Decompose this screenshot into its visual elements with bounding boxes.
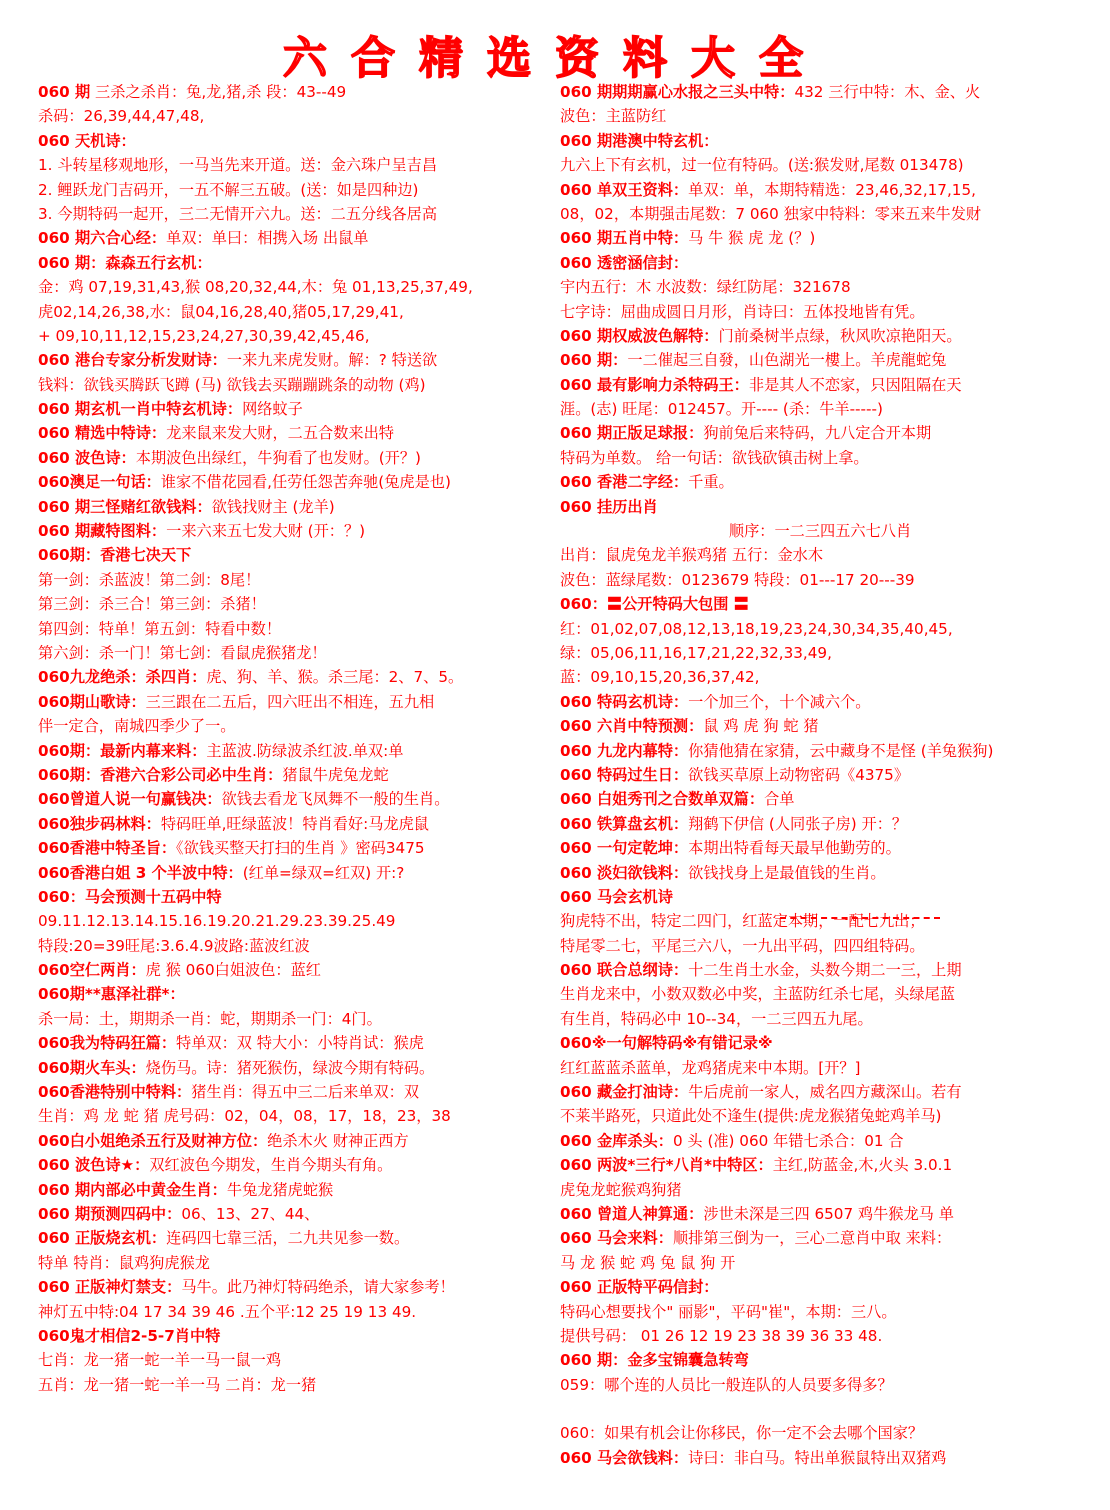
right-line: [560, 1080, 1080, 1104]
line-text: (红单=绿双=红双) 开:?: [242, 863, 405, 882]
line-heading: 060 透密涵信封：: [560, 253, 689, 272]
right-line: [560, 568, 1080, 592]
right-line: [560, 275, 1080, 299]
right-line: [560, 519, 1080, 543]
right-line: [560, 226, 1080, 250]
line-text: 千重。: [688, 473, 734, 492]
left-line: [38, 885, 562, 909]
line-heading: 060期：最新内幕来料：: [38, 741, 207, 760]
line-heading: 060 铁算盘玄机：: [560, 814, 689, 833]
left-line: [38, 275, 562, 299]
line-heading: 060 港台专家分析发财诗：: [38, 351, 227, 370]
line-text: 绝杀木火 财神正西方: [267, 1131, 409, 1150]
left-line: [38, 1153, 562, 1177]
line-heading: 060 期藏特图料：: [38, 522, 167, 541]
right-line: [560, 1104, 1080, 1128]
right-line: [560, 1007, 1080, 1031]
line-heading: 060 六肖中特预测：: [560, 717, 704, 736]
line-text: 09.11.12.13.14.15.16.19.20.21.29.23.39.25.49: [38, 912, 396, 931]
left-line: [38, 373, 562, 397]
line-heading: 060 挂历出肖: [560, 497, 658, 516]
line-text: 特尾零二七，平尾三六八，一九出平码，四四组特码。: [560, 936, 925, 955]
right-line: [560, 421, 1080, 445]
right-line: [560, 1031, 1080, 1055]
line-text: 一来六来五七发大财 (开：？): [166, 522, 366, 541]
line-heading: 060 特码过生日：: [560, 765, 689, 784]
left-line: [38, 909, 562, 933]
line-text: 不莱半路死，只道此处不逢生(提供:虎龙猴猪兔蛇鸡羊马): [560, 1107, 942, 1126]
right-line: [560, 1397, 1080, 1421]
line-heading: 060我为特码狂篇：: [38, 1034, 177, 1053]
left-line: [38, 592, 562, 616]
line-text: 七肖：龙一猪一蛇一羊一马一鼠一鸡: [38, 1351, 281, 1370]
left-line: [38, 1300, 562, 1324]
left-line: [38, 1251, 562, 1275]
line-text: 主红,防蓝金,木,火头 3.0.1: [772, 1156, 953, 1175]
line-heading: 060香港特别中特料：: [38, 1083, 192, 1102]
line-text: 欲钱买草原上动物密码《4375》: [688, 765, 910, 784]
line-text: 0 头 (准) 060 年错七杀合：01 合: [672, 1131, 904, 1150]
right-line: [560, 470, 1080, 494]
line-text: 2. 鲤跃龙门吉码开，一五不解三五破。(送：如是四种边): [38, 180, 419, 199]
line-text: 特码心想要找个" 丽影"，平码"崔"，本期：三八。: [560, 1302, 897, 1321]
line-text: + 09,10,11,12,15,23,24,27,30,39,42,45,46,: [38, 326, 370, 345]
line-text: 特码旺单,旺绿蓝波！特肖看好:马龙虎鼠: [160, 814, 429, 833]
line-heading: 060 期正版足球报：: [560, 424, 704, 443]
line-text: 一二催起三自發，山色湖光一樓上。羊虎龍蛇兔: [627, 351, 947, 370]
line-heading: 060 最有影响力杀特码王：: [560, 375, 749, 394]
left-line: [38, 934, 562, 958]
line-heading: 060 期：金多宝锦囊急转弯: [560, 1351, 749, 1370]
line-text: 红：01,02,07,08,12,13,18,19,23,24,30,34,35,40,45,: [560, 619, 953, 638]
line-heading: 060 马会欲钱料：: [560, 1448, 689, 1467]
left-line: [38, 324, 562, 348]
line-text: 钱料：欲钱买腾跃飞蹲 (马) 欲钱去买蹦蹦跳条的动物 (鸡): [38, 375, 426, 394]
line-text: 一来九来虎发财。解：? 特送欲: [226, 351, 438, 370]
left-line: [38, 568, 562, 592]
right-line: [560, 495, 1080, 519]
line-heading: 060：马会预测十五码中特: [38, 887, 222, 906]
right-line: [560, 104, 1080, 128]
line-text: 特单 特肖：鼠鸡狗虎猴龙: [38, 1253, 210, 1272]
line-heading: 060期**惠泽社群*：: [38, 985, 185, 1004]
line-heading: 060 两波*三行*八肖*中特区：: [560, 1156, 773, 1175]
line-text: 第三剑：杀三合！第三剑：杀猪！: [38, 595, 266, 614]
right-line: [560, 763, 1080, 787]
left-line: [38, 1056, 562, 1080]
line-text: 翔鹤下伊信 (人同张子房) 开：？: [688, 814, 908, 833]
line-text: 虎、狗、羊、猴。杀三尾：2、7、5。: [206, 668, 464, 687]
left-line: [38, 958, 562, 982]
right-line: [560, 1226, 1080, 1250]
line-text: 顺序：一二三四五六七八肖: [728, 522, 912, 541]
right-line: [560, 1251, 1080, 1275]
line-text: 3. 今期特码一起开，三二无情开六九。送：二五分线各居高: [38, 204, 438, 223]
line-text: 你猜他猜在家猜，云中藏身不是怪 (羊兔猴狗): [688, 741, 994, 760]
line-heading: 060 单双王资料：: [560, 180, 689, 199]
right-line: [560, 909, 1080, 933]
right-line: [560, 958, 1080, 982]
line-text: 蓝：09,10,15,20,36,37,42,: [560, 668, 760, 687]
line-heading: 060 金库杀头：: [560, 1131, 673, 1150]
line-heading: 060 白姐秀刊之合数单双篇：: [560, 790, 765, 809]
left-line: [38, 1275, 562, 1299]
right-line: [560, 861, 1080, 885]
line-text: 《欲钱买整天打扫的生肖 》密码3475: [176, 839, 425, 858]
line-text: 三杀之杀肖：兔,龙,猪,杀 段：43--49: [90, 83, 347, 101]
right-line: [560, 812, 1080, 836]
left-line: [38, 739, 562, 763]
line-heading: 060 香港二字经：: [560, 473, 689, 492]
line-text: 特码为单数。 给一句话：欲钱砍镇击树上拿。: [560, 448, 869, 467]
line-text: 杀一局：土，期期杀一肖：蛇，期期杀一门：4门。: [38, 1009, 382, 1028]
right-line: [560, 982, 1080, 1006]
page-title: 六合精选资料大全: [283, 33, 827, 84]
left-line: [38, 1104, 562, 1128]
line-text: 第六剑：杀一门！第七剑：看鼠虎猴猪龙！: [38, 643, 327, 662]
line-text: 鼠 鸡 虎 狗 蛇 猪: [703, 717, 819, 736]
right-line: [560, 153, 1080, 177]
line-text: 06、13、27、44、: [181, 1204, 320, 1223]
line-text: 08，02，本期强击尾数：7 060 独家中特料：零来五来牛发财: [560, 204, 982, 223]
line-heading: 060 期港澳中特玄机：: [560, 131, 719, 150]
line-heading: 060 正版神灯禁支：: [38, 1278, 182, 1297]
left-line: [38, 421, 562, 445]
right-line: [560, 787, 1080, 811]
line-heading: 060 联合总纲诗：: [560, 961, 689, 980]
line-heading: 060 期五肖中特：: [560, 229, 689, 248]
line-text: 烧伤马。诗：猪死猴伤，绿波今期有特码。: [145, 1058, 435, 1077]
line-heading: 060 一句定乾坤：: [560, 839, 689, 858]
left-line: [38, 153, 562, 177]
left-line: [38, 470, 562, 494]
right-line: [560, 1056, 1080, 1080]
right-line: [560, 617, 1080, 641]
line-text: 连码四七靠三活，二九共见参一数。: [166, 1229, 410, 1248]
line-text: 顺排第三倒为一，三心二意肖中取 来料：: [672, 1229, 952, 1248]
line-text: 生肖龙来中，小数双数必中奖，主蓝防红杀七尾，头绿尾蓝: [560, 985, 955, 1004]
line-text: 诗曰：非白马。特出单猴鼠特出双猪鸡: [688, 1448, 947, 1467]
line-heading: 060 期三怪赌红欲钱料：: [38, 497, 212, 516]
line-text: 九六上下有玄机，过一位有特码。(送:猴发财,尾数 013478): [560, 156, 964, 175]
line-heading: 060：〓公开特码大包围 〓: [560, 595, 749, 614]
line-text: 马牛。此乃神灯特码绝杀，请大家参考！: [181, 1278, 455, 1297]
left-line: [38, 690, 562, 714]
line-heading: 060 特码玄机诗：: [560, 692, 689, 711]
line-text: 金：鸡 07,19,31,43,猴 08,20,32,44,木：兔 01,13,25,37,49,: [38, 278, 473, 297]
line-heading: 060 期：: [560, 351, 628, 370]
line-text: 牛兔龙猪虎蛇猴: [226, 1180, 334, 1199]
line-text: 涯。(志) 旺尾：012457。开---- (杀：牛羊-----): [560, 400, 883, 419]
left-line: [38, 641, 562, 665]
right-line: [560, 690, 1080, 714]
right-line: [560, 80, 1080, 104]
line-heading: 060空仁两肖：: [38, 961, 146, 980]
left-line: [38, 300, 562, 324]
right-line: [560, 665, 1080, 689]
line-text: 合单: [764, 790, 795, 809]
right-line: [560, 1373, 1080, 1397]
left-line: [38, 1373, 562, 1397]
line-heading: 060 正版烧玄机：: [38, 1229, 167, 1248]
left-line: [38, 104, 562, 128]
line-text: 龙来鼠来发大财，二五合数来出特: [166, 424, 394, 443]
right-line: [560, 202, 1080, 226]
left-line: [38, 226, 562, 250]
line-text: 059：哪个连的人员比一般连队的人员要多得多？: [560, 1375, 893, 1394]
line-heading: 060※一句解特码※有错记录※: [560, 1034, 773, 1053]
left-line: [38, 787, 562, 811]
left-line: [38, 1129, 562, 1153]
right-line: [560, 1446, 1080, 1470]
right-line: [560, 373, 1080, 397]
line-text: 特单双：双 特大小：小特肖试：猴虎: [176, 1034, 424, 1053]
left-line: [38, 617, 562, 641]
line-text: 单双：单，本期特精选：23,46,32,17,15,: [688, 180, 976, 199]
right-line: [560, 1300, 1080, 1324]
left-line: [38, 1178, 562, 1202]
line-text: 出肖：鼠虎兔龙羊猴鸡猪 五行：金水木: [560, 546, 824, 565]
line-heading: 060期火车头：: [38, 1058, 146, 1077]
right-line: [560, 1324, 1080, 1348]
line-text: 欲钱找财主 (龙羊): [211, 497, 335, 516]
line-text: 猪鼠牛虎兔龙蛇: [282, 765, 389, 784]
line-heading: 060独步码林料：: [38, 814, 161, 833]
left-line: [38, 519, 562, 543]
line-text: 本期出特看每天最早他勤劳的。: [688, 839, 901, 858]
left-column: [38, 80, 562, 1397]
left-line: [38, 1226, 562, 1250]
line-text: 第四剑：特单！第五剑：特看中数！: [38, 619, 281, 638]
line-text: 虎 猴 060白姐波色：蓝红: [145, 961, 321, 980]
line-heading: 060曾道人说一句赢钱决：: [38, 790, 222, 809]
line-text: 1. 斗转星移观地形，一马当先来开道。送：金六珠户呈吉昌: [38, 156, 438, 175]
left-line: [38, 836, 562, 860]
left-line: [38, 348, 562, 372]
line-text: 虎02,14,26,38,水：鼠04,16,28,40,猪05,17,29,41,: [38, 302, 404, 321]
line-heading: 060期：香港七决天下: [38, 546, 192, 565]
line-text: 波色：蓝绿尾数：0123679 特段：01---17 20---39: [560, 570, 915, 589]
right-line: [560, 1421, 1080, 1445]
line-text: 有生肖，特码必中 10--34，一二三四五九尾。: [560, 1009, 873, 1028]
line-text: 涉世未深是三四 6507 鸡牛猴龙马 单: [703, 1204, 954, 1223]
line-heading: 060 期玄机一肖中特玄机诗：: [38, 400, 243, 419]
right-line: [560, 1348, 1080, 1372]
left-line: [38, 1348, 562, 1372]
left-line: [38, 543, 562, 567]
left-line: [38, 80, 562, 104]
line-text: 谁家不借花园看,任劳任怨苦奔驰(兔虎是也): [160, 473, 451, 492]
line-text: 本期波色出绿红，牛狗看了也发财。(开？): [135, 448, 421, 467]
line-text: 狗虎特不出，特定二四门，红蓝定本期，一配七九出；: [560, 912, 925, 931]
left-line: [38, 861, 562, 885]
right-line: [560, 885, 1080, 909]
line-heading: 060鬼才相信2-5-7肖中特: [38, 1326, 221, 1345]
right-line: [560, 251, 1080, 275]
right-column: [560, 80, 1080, 1470]
line-text: 七字诗：屈曲成圆日月形，肖诗曰：五体投地皆有凭。: [560, 302, 925, 321]
line-heading: 060 马会来料：: [560, 1229, 673, 1248]
line-text: 门前桑树半点绿，秋风吹凉艳阳天。: [718, 326, 962, 345]
right-line: [560, 934, 1080, 958]
line-heading: 060 期权威波色解特：: [560, 326, 719, 345]
line-text: 红红蓝蓝杀蓝单，龙鸡猪虎来中本期。[开？]: [560, 1058, 861, 1077]
line-text: 马 龙 猴 蛇 鸡 兔 鼠 狗 开: [560, 1253, 736, 1272]
line-text: 432 三行中特：木、金、火: [794, 83, 981, 101]
right-line: [560, 836, 1080, 860]
line-text: 欲钱去看龙飞凤舞不一般的生肖。: [221, 790, 450, 809]
right-line: [560, 129, 1080, 153]
line-heading: 060 波色诗：: [38, 448, 136, 467]
left-line: [38, 1080, 562, 1104]
left-line: [38, 495, 562, 519]
line-heading: 060 九龙内幕特：: [560, 741, 689, 760]
left-line: [38, 665, 562, 689]
line-text: 生肖：鸡 龙 蛇 猪 虎号码：02，04，08，17，18，23，38: [38, 1107, 451, 1126]
line-text: 060：如果有机会让你移民，你一定不会去哪个国家？: [560, 1424, 924, 1443]
line-text: 神灯五中特:04 17 34 39 46 .五个平:12 25 19 13 49.: [38, 1302, 417, 1321]
line-text: 波色：主蓝防红: [560, 107, 667, 126]
right-line: [560, 1129, 1080, 1153]
line-heading: 060 波色诗★：: [38, 1156, 150, 1175]
line-text: 宇内五行：木 水波数：绿红防尾：321678: [560, 278, 851, 297]
line-heading: 060期山歌诗：: [38, 692, 146, 711]
line-heading: 060 天机诗：: [38, 131, 136, 150]
left-line: [38, 446, 562, 470]
line-text: 特段:20=39旺尾:3.6.4.9波路:蓝波红波: [38, 936, 310, 955]
line-text: 提供号码： 01 26 12 19 23 38 39 36 33 48.: [560, 1326, 883, 1345]
line-text: 狗前兔后来特码，九八定合开本期: [703, 424, 932, 443]
line-text: 马 牛 猴 虎 龙 (？): [688, 229, 816, 248]
line-text: 非是其人不恋家，只因阻隔在天: [748, 375, 962, 394]
line-heading: 060 期六合心经：: [38, 229, 167, 248]
line-text: 十二生肖土水金，头数今期二一三，上期: [688, 961, 962, 980]
left-line: [38, 397, 562, 421]
line-heading: 060澳足一句话：: [38, 473, 161, 492]
left-line: [38, 202, 562, 226]
right-line: [560, 1153, 1080, 1177]
left-line: [38, 1007, 562, 1031]
right-line: [560, 641, 1080, 665]
line-text: 猪生肖：得五中三二后来单双：双: [191, 1083, 420, 1102]
line-heading: 060香港白姐 3 个半波中特：: [38, 863, 243, 882]
line-heading: 060 期预测四码中：: [38, 1204, 182, 1223]
right-line: [560, 714, 1080, 738]
line-heading: 060 正版特平码信封：: [560, 1278, 719, 1297]
line-text: 绿：05,06,11,16,17,21,22,32,33,49,: [560, 643, 832, 662]
left-line: [38, 763, 562, 787]
line-text: 虎兔龙蛇猴鸡狗猪: [560, 1180, 682, 1199]
left-line: [38, 1202, 562, 1226]
line-heading: 060 期期期赢心水报之三头中特：: [560, 83, 795, 101]
line-text: 欲钱找身上是最值钱的生肖。: [688, 863, 886, 882]
right-line: [560, 739, 1080, 763]
line-heading: 060 曾道人神算通：: [560, 1204, 704, 1223]
right-line: [560, 397, 1080, 421]
line-heading: 060 马会玄机诗: [560, 887, 673, 906]
line-heading: 060 期内部必中黄金生肖：: [38, 1180, 227, 1199]
line-text: 主蓝波.防绿波杀红波.单双:单: [206, 741, 404, 760]
line-text: 网络蚊子: [242, 400, 303, 419]
line-heading: 060 期：森森五行玄机：: [38, 253, 212, 272]
line-heading: 060 藏金打油诗：: [560, 1083, 689, 1102]
right-line: [560, 1202, 1080, 1226]
line-text: 五肖：龙一猪一蛇一羊一马 二肖：龙一猪: [38, 1375, 317, 1394]
line-heading: 060白小姐绝杀五行及财神方位：: [38, 1131, 268, 1150]
left-line: [38, 129, 562, 153]
left-line: [38, 714, 562, 738]
line-text: 杀码：26,39,44,47,48,: [38, 107, 205, 126]
line-heading: 060期：香港六合彩公司必中生肖：: [38, 765, 283, 784]
line-heading: 060九龙绝杀：杀四肖：: [38, 668, 207, 687]
line-heading: 060香港中特圣旨：: [38, 839, 177, 858]
right-line: [560, 592, 1080, 616]
line-text: 牛后虎前一家人，威名四方藏深山。若有: [688, 1083, 962, 1102]
right-line: [560, 178, 1080, 202]
right-line: [560, 543, 1080, 567]
left-line: [38, 251, 562, 275]
line-text: 伴一定合，南城四季少了一。: [38, 717, 236, 736]
left-line: [38, 178, 562, 202]
line-text: 第一剑：杀蓝波！第二剑：8尾！: [38, 570, 261, 589]
line-heading: 060 淡妇欲钱料：: [560, 863, 689, 882]
right-line: [560, 324, 1080, 348]
left-line: [38, 1031, 562, 1055]
left-line: [38, 1324, 562, 1348]
right-line: [560, 1275, 1080, 1299]
line-text: 三三跟在二五后，四六旺出不相连，五九相: [145, 692, 435, 711]
line-text: 双红波色今期发，生肖今期头有角。: [149, 1156, 393, 1175]
line-heading: 060 期: [38, 83, 91, 101]
line-heading: 060 精选中特诗：: [38, 424, 167, 443]
right-line: [560, 446, 1080, 470]
right-line: [560, 348, 1080, 372]
right-line: [560, 1178, 1080, 1202]
right-line: [560, 300, 1080, 324]
line-text: 一个加三个，十个减六个。: [688, 692, 871, 711]
left-line: [38, 982, 562, 1006]
line-text: 单双：单曰：相携入场 出鼠单: [166, 229, 369, 248]
left-line: [38, 812, 562, 836]
